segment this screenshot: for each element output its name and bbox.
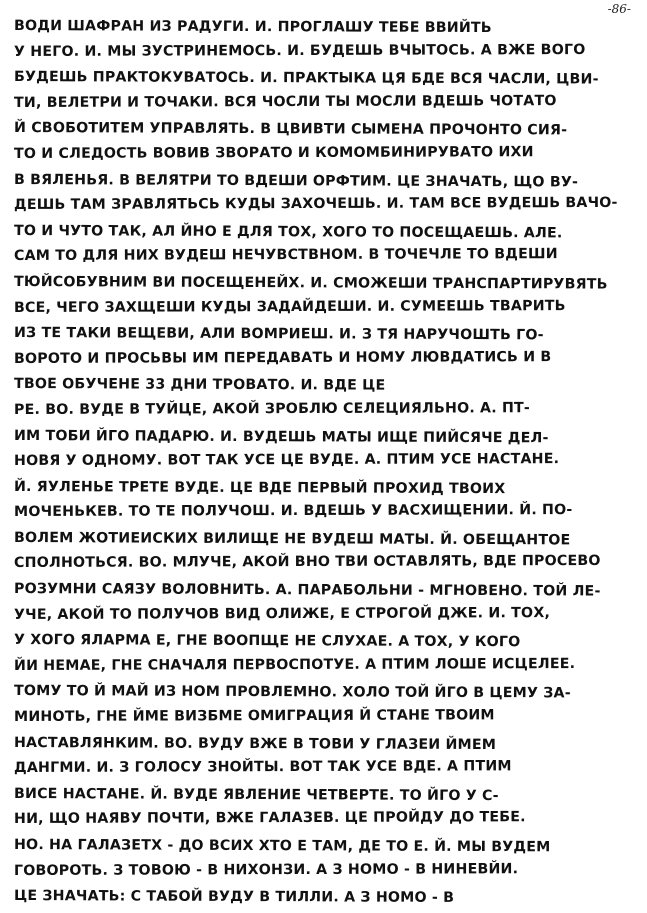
text-line: У ХОГО ЯЛАРМА Е, ГНЕ ВООПЩЕ НЕ СЛУХАЕ. А ТОХ, У КОГО bbox=[13, 632, 521, 651]
text-line: ВИСЕ НАСТАНЕ. Й. ВУДЕ ЯВЛЕНИЕ ЧЕТВЕРТЕ. ТО ЙГО У С- bbox=[13, 785, 499, 804]
text-line: У НЕГО. И. МЫ ЗУСТРИНЕМОСЬ. И. БУДЕШЬ ВЧЫТОСЬ. А ВЖЕ ВОГО bbox=[13, 41, 586, 60]
text-line: ДАНГМИ. И. З ГОЛОСУ ЗНОЙТЫ. ВОТ ТАК УСЕ ВДЕ. А ПТИМ bbox=[13, 758, 512, 777]
text-line: ТОМУ ТО Й МАЙ ИЗ НОМ ПРОВЛЕМНО. ХОЛО ТОЙ ЙГО В ЦЕМУ ЗА- bbox=[13, 683, 571, 702]
text-line: ВСЕ, ЧЕГО ЗАХЩЕШИ КУДЫ ЗАДАЙДЕШИ. И. СУМЕЕШЬ ТВАРИТЬ bbox=[13, 297, 566, 316]
text-line: НО. НА ГАЛАЗЕТХ - ДО ВСИХ ХТО Е ТАМ, ДЕ ТО Е. Й. МЫ ВУДЕМ bbox=[13, 837, 551, 856]
text-line: ЙИ НЕМАЕ, ГНЕ СНАЧАЛЯ ПЕРВОСПОТУЕ. А ПТИМ ЛОШЕ ИСЦЕЛЕЕ. bbox=[13, 655, 576, 674]
page-number: -86- bbox=[607, 2, 631, 16]
handwritten-text-body bbox=[14, 14, 636, 910]
text-line: САМ ТО ДЛЯ НИХ ВУДЕШ НЕЧУВСТВНОМ. В ТОЧЕЧЛЕ ТО ВДЕШИ bbox=[13, 246, 558, 265]
text-line: РЕ. ВО. ВУДЕ В ТУЙЦЕ, АКОЙ ЗРОБЛЮ СЕЛЕЦИЯЛЬНО. А. ПТ- bbox=[13, 400, 531, 418]
text-line: ДЕШЬ ТАМ ЗРАВЛЯТЬСЬ КУДЫ ЗАХОЧЕШЬ. И. ТАМ ВСЕ ВУДЕШЬ ВАЧО- bbox=[13, 195, 618, 214]
text-line: Й. ЯУЛЕНЬЕ ТРЕТЕ ВУДЕ. ЦЕ ВДЕ ПЕРВЫЙ ПРОХИД ТВОИХ bbox=[13, 478, 506, 497]
text-line: ТЮЙСОБУВНИМ ВИ ПОСЕЩЕНЕЙХ. И. СМОЖЕШИ ТРАНСПАРТИРУВЯТЬ bbox=[13, 273, 608, 293]
text-line: УЧЕ, АКОЙ ТО ПОЛУЧОВ ВИД ОЛИЖЕ, Е СТРОГОЙ ДЖЕ. И. ТОХ, bbox=[13, 604, 551, 623]
text-line: ИЗ ТЕ ТАКИ ВЕЩЕВИ, АЛИ ВОМРИЕШ. И. З ТЯ НАРУЧОШТЬ ГО- bbox=[13, 325, 544, 344]
text-line: НАСТАВЛЯНКИМ. ВО. ВУДУ ВЖЕ В ТОВИ У ГЛАЗЕИ ЙМЕМ bbox=[13, 734, 497, 753]
text-line: ВОЛЕМ ЖОТИЕИСКИХ ВИЛИЩЕ НЕ ВУДЕШ МАТЫ. Й. ОБЕЩАНТОЕ bbox=[13, 529, 571, 549]
text-line: ТО И ЧУТО ТАК, АЛ ЙНО Е ДЛЯ ТОХ, ХОГО ТО ПОСЕЩАЕШЬ. АЛЕ. bbox=[13, 222, 563, 242]
text-line: БУДЕШЬ ПРАКТОКУВАТОСЬ. И. ПРАКТЫКА ЦЯ БДЕ ВСЯ ЧАСЛИ, ЦВИ- bbox=[13, 69, 599, 88]
text-line: ВОДИ ШАФРАН ИЗ РАДУГИ. И. ПРОГЛАШУ ТЕБЕ ВВИЙТЬ bbox=[13, 18, 492, 37]
text-line: СПОЛНОТЬСЯ. ВО. МЛУЧЕ, АКОЙ ВНО ТВИ ОСТАВЛЯТЬ, ВДЕ ПРОСЕВО bbox=[13, 553, 601, 572]
text-line: ИМ ТОБИ ЙГО ПАДАРЮ. И. ВУДЕШЬ МАТЫ ИЩЕ ПИЙСЯЧЕ ДЕЛ- bbox=[13, 427, 549, 446]
text-line: ТИ, ВЕЛЕТРИ И ТОЧАКИ. ВСЯ ЧОСЛИ ТЫ МОСЛИ ВДЕШЬ ЧОТАТО bbox=[13, 92, 557, 111]
text-line: В ВЯЛЕНЬЯ. В ВЕЛЯТРИ ТО ВДЕШИ ОРФТИМ. ЦЕ ЗНАЧАТЬ, ЩО ВУ- bbox=[13, 171, 579, 191]
text-line: МИНОТЬ, ГНЕ ЙМЕ ВИЗБМЕ ОМИГРАЦИЯ Й СТАНЕ ТВОИМ bbox=[13, 707, 495, 726]
text-line: МОЧЕНЬКЕВ. ТО ТЕ ПОЛУЧОШ. И. ВДЕШЬ У ВАСХИЩЕНИИ. Й. ПО- bbox=[13, 502, 573, 521]
text-line: ТО И СЛЕДОСТЬ ВОВИВ ЗВОРАТО И КОМОМБИНИРУВАТО ИХИ bbox=[13, 144, 534, 162]
text-line: НОВЯ У ОДНОМУ. ВОТ ТАК УСЕ ЦЕ ВУДЕ. А. ПТИМ УСЕ НАСТАНЕ. bbox=[13, 451, 560, 470]
text-line: РОЗУМНИ САЯЗУ ВОЛОВНИТЬ. А. ПАРАБОЛЬНИ - МГНОВЕНО. ТОЙ ЛЕ- bbox=[13, 581, 601, 600]
text-line: ТВОЕ ОБУЧЕНЕ 33 ДНИ ТРОВАТО. И. ВДЕ ЦЕ bbox=[13, 376, 386, 394]
text-line: НИ, ЩО НАЯВУ ПОЧТИ, ВЖЕ ГАЛАЗЕВ. ЦЕ ПРОЙДУ ДО ТЕБЕ. bbox=[13, 809, 526, 828]
text-line: ЦЕ ЗНАЧАТЬ: С ТАБОЙ ВУДУ В ТИЛЛИ. А З НОМО - В bbox=[13, 888, 455, 907]
text-line: ГОВОРОТЬ. З ТОВОЮ - В НИХОНЗИ. А З НОМО - В НИНЕВЙИ. bbox=[13, 860, 519, 879]
text-line: Й СВОБОТИТЕМ УПРАВЛЯТЬ. В ЦВИВТИ СЫМЕНА ПРОЧОНТО СИЯ- bbox=[13, 120, 568, 139]
text-line: ВОРОТО И ПРОСЬВЫ ИМ ПЕРЕДАВАТЬ И НОМУ ЛЮВДАТИСЬ И В bbox=[13, 348, 552, 367]
